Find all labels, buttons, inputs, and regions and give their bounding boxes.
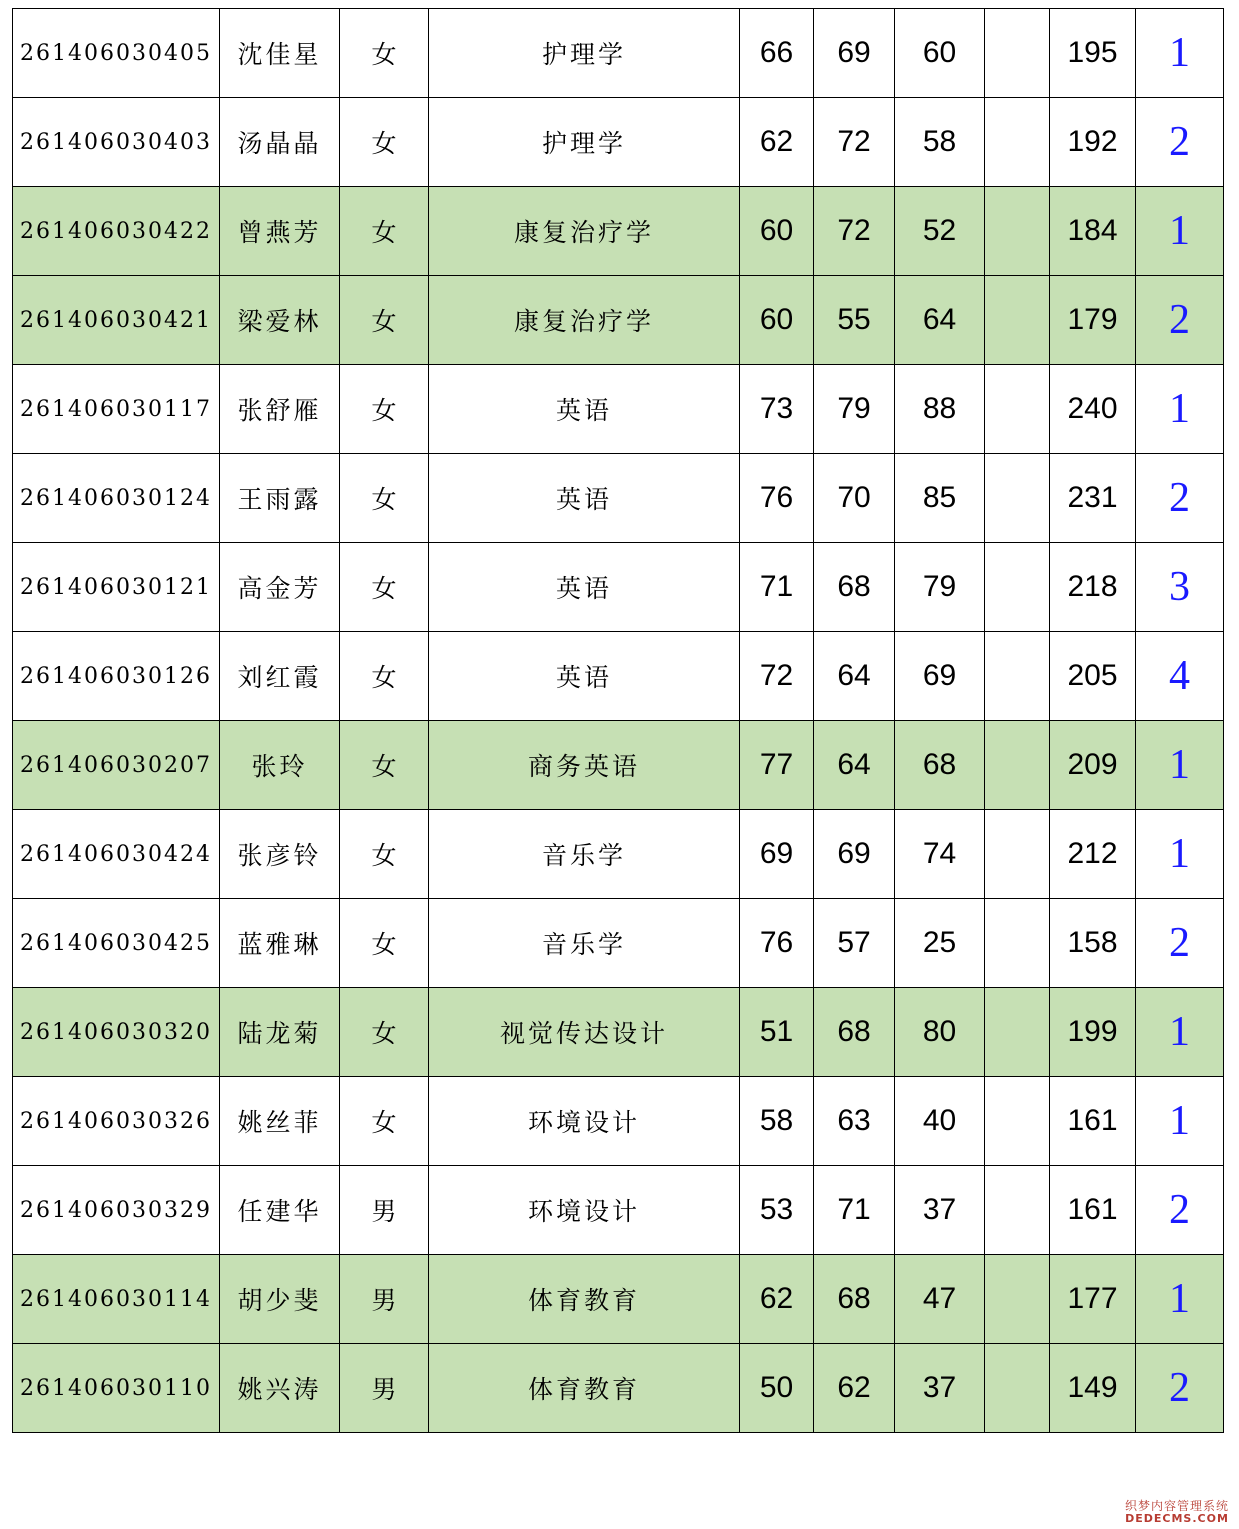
score-2-cell: 72 xyxy=(814,98,895,187)
score-4-cell xyxy=(985,988,1050,1077)
table-row xyxy=(13,187,1224,276)
student-name-cell: 陆龙菊 xyxy=(220,988,340,1077)
rank-cell: 2 xyxy=(1136,98,1224,187)
watermark-logo xyxy=(1121,1500,1233,1525)
total-score-cell: 192 xyxy=(1050,98,1136,187)
score-1-cell: 66 xyxy=(740,9,814,98)
table-row xyxy=(13,1344,1224,1433)
score-1-cell: 60 xyxy=(740,276,814,365)
score-1-cell: 76 xyxy=(740,454,814,543)
rank-cell: 3 xyxy=(1136,543,1224,632)
score-2-cell: 57 xyxy=(814,899,895,988)
exam-id-cell: 261406030207 xyxy=(13,721,220,810)
score-4-cell xyxy=(985,1077,1050,1166)
total-score-cell: 195 xyxy=(1050,9,1136,98)
student-name-cell: 沈佳星 xyxy=(220,9,340,98)
student-name-cell: 高金芳 xyxy=(220,543,340,632)
score-1-cell: 60 xyxy=(740,187,814,276)
total-score-cell: 184 xyxy=(1050,187,1136,276)
score-2-cell: 55 xyxy=(814,276,895,365)
exam-id-cell: 261406030405 xyxy=(13,9,220,98)
score-2-cell: 64 xyxy=(814,632,895,721)
score-1-cell: 69 xyxy=(740,810,814,899)
score-1-cell: 71 xyxy=(740,543,814,632)
exam-id-cell: 261406030126 xyxy=(13,632,220,721)
gender-cell: 女 xyxy=(340,365,429,454)
score-3-cell: 40 xyxy=(895,1077,985,1166)
table-row xyxy=(13,1255,1224,1344)
score-3-cell: 68 xyxy=(895,721,985,810)
gender-cell: 女 xyxy=(340,454,429,543)
score-1-cell: 51 xyxy=(740,988,814,1077)
score-3-cell: 79 xyxy=(895,543,985,632)
rank-cell: 1 xyxy=(1136,187,1224,276)
major-cell: 康复治疗学 xyxy=(429,276,740,365)
score-2-cell: 62 xyxy=(814,1344,895,1433)
score-2-cell: 71 xyxy=(814,1166,895,1255)
table-row xyxy=(13,988,1224,1077)
total-score-cell: 231 xyxy=(1050,454,1136,543)
total-score-cell: 161 xyxy=(1050,1077,1136,1166)
score-4-cell xyxy=(985,276,1050,365)
major-cell: 英语 xyxy=(429,454,740,543)
total-score-cell: 177 xyxy=(1050,1255,1136,1344)
gender-cell: 男 xyxy=(340,1255,429,1344)
gender-cell: 女 xyxy=(340,899,429,988)
score-1-cell: 73 xyxy=(740,365,814,454)
gender-cell: 女 xyxy=(340,632,429,721)
exam-id-cell: 261406030114 xyxy=(13,1255,220,1344)
score-3-cell: 69 xyxy=(895,632,985,721)
table-row xyxy=(13,365,1224,454)
score-3-cell: 80 xyxy=(895,988,985,1077)
table-row xyxy=(13,899,1224,988)
major-cell: 视觉传达设计 xyxy=(429,988,740,1077)
major-cell: 护理学 xyxy=(429,9,740,98)
score-2-cell: 69 xyxy=(814,9,895,98)
score-1-cell: 50 xyxy=(740,1344,814,1433)
gender-cell: 女 xyxy=(340,187,429,276)
student-name-cell: 姚兴涛 xyxy=(220,1344,340,1433)
score-3-cell: 47 xyxy=(895,1255,985,1344)
total-score-cell: 149 xyxy=(1050,1344,1136,1433)
exam-id-cell: 261406030425 xyxy=(13,899,220,988)
exam-id-cell: 261406030326 xyxy=(13,1077,220,1166)
score-3-cell: 74 xyxy=(895,810,985,899)
student-name-cell: 姚丝菲 xyxy=(220,1077,340,1166)
table-row xyxy=(13,1077,1224,1166)
table-row xyxy=(13,543,1224,632)
student-name-cell: 蓝雅琳 xyxy=(220,899,340,988)
total-score-cell: 158 xyxy=(1050,899,1136,988)
gender-cell: 女 xyxy=(340,988,429,1077)
exam-id-cell: 261406030329 xyxy=(13,1166,220,1255)
rank-cell: 1 xyxy=(1136,365,1224,454)
score-1-cell: 58 xyxy=(740,1077,814,1166)
watermark-line-2: DEDECMS.COM xyxy=(1125,1511,1229,1525)
rank-cell: 1 xyxy=(1136,810,1224,899)
gender-cell: 男 xyxy=(340,1344,429,1433)
table-row xyxy=(13,98,1224,187)
score-4-cell xyxy=(985,98,1050,187)
exam-id-cell: 261406030117 xyxy=(13,365,220,454)
table-row xyxy=(13,810,1224,899)
score-table xyxy=(12,8,1224,1433)
total-score-cell: 240 xyxy=(1050,365,1136,454)
total-score-cell: 179 xyxy=(1050,276,1136,365)
score-3-cell: 37 xyxy=(895,1344,985,1433)
score-1-cell: 76 xyxy=(740,899,814,988)
rank-cell: 1 xyxy=(1136,988,1224,1077)
score-3-cell: 64 xyxy=(895,276,985,365)
table-row xyxy=(13,276,1224,365)
score-3-cell: 60 xyxy=(895,9,985,98)
score-2-cell: 68 xyxy=(814,988,895,1077)
gender-cell: 女 xyxy=(340,98,429,187)
score-3-cell: 25 xyxy=(895,899,985,988)
score-1-cell: 62 xyxy=(740,1255,814,1344)
rank-cell: 2 xyxy=(1136,276,1224,365)
rank-cell: 1 xyxy=(1136,1077,1224,1166)
gender-cell: 女 xyxy=(340,9,429,98)
major-cell: 康复治疗学 xyxy=(429,187,740,276)
score-1-cell: 62 xyxy=(740,98,814,187)
major-cell: 音乐学 xyxy=(429,810,740,899)
exam-id-cell: 261406030124 xyxy=(13,454,220,543)
major-cell: 商务英语 xyxy=(429,721,740,810)
student-name-cell: 张彦铃 xyxy=(220,810,340,899)
student-name-cell: 梁爱林 xyxy=(220,276,340,365)
score-3-cell: 58 xyxy=(895,98,985,187)
gender-cell: 女 xyxy=(340,543,429,632)
score-4-cell xyxy=(985,810,1050,899)
score-3-cell: 85 xyxy=(895,454,985,543)
total-score-cell: 218 xyxy=(1050,543,1136,632)
major-cell: 环境设计 xyxy=(429,1077,740,1166)
score-4-cell xyxy=(985,1344,1050,1433)
rank-cell: 1 xyxy=(1136,9,1224,98)
rank-cell: 2 xyxy=(1136,1166,1224,1255)
rank-cell: 1 xyxy=(1136,1255,1224,1344)
score-1-cell: 53 xyxy=(740,1166,814,1255)
score-3-cell: 88 xyxy=(895,365,985,454)
table-row xyxy=(13,9,1224,98)
exam-id-cell: 261406030110 xyxy=(13,1344,220,1433)
table-body xyxy=(13,9,1224,1433)
score-4-cell xyxy=(985,899,1050,988)
score-2-cell: 69 xyxy=(814,810,895,899)
score-4-cell xyxy=(985,721,1050,810)
score-1-cell: 72 xyxy=(740,632,814,721)
score-2-cell: 68 xyxy=(814,1255,895,1344)
score-4-cell xyxy=(985,9,1050,98)
score-4-cell xyxy=(985,632,1050,721)
student-name-cell: 汤晶晶 xyxy=(220,98,340,187)
major-cell: 体育教育 xyxy=(429,1255,740,1344)
major-cell: 体育教育 xyxy=(429,1344,740,1433)
score-4-cell xyxy=(985,543,1050,632)
student-name-cell: 胡少斐 xyxy=(220,1255,340,1344)
gender-cell: 女 xyxy=(340,276,429,365)
score-2-cell: 72 xyxy=(814,187,895,276)
score-4-cell xyxy=(985,187,1050,276)
student-name-cell: 张玲 xyxy=(220,721,340,810)
exam-id-cell: 261406030403 xyxy=(13,98,220,187)
total-score-cell: 205 xyxy=(1050,632,1136,721)
total-score-cell: 199 xyxy=(1050,988,1136,1077)
rank-cell: 2 xyxy=(1136,1344,1224,1433)
exam-id-cell: 261406030121 xyxy=(13,543,220,632)
score-4-cell xyxy=(985,454,1050,543)
exam-id-cell: 261406030424 xyxy=(13,810,220,899)
score-2-cell: 70 xyxy=(814,454,895,543)
score-2-cell: 79 xyxy=(814,365,895,454)
score-3-cell: 37 xyxy=(895,1166,985,1255)
score-4-cell xyxy=(985,1255,1050,1344)
gender-cell: 男 xyxy=(340,1166,429,1255)
major-cell: 英语 xyxy=(429,543,740,632)
exam-id-cell: 261406030421 xyxy=(13,276,220,365)
table-row xyxy=(13,632,1224,721)
rank-cell: 2 xyxy=(1136,454,1224,543)
student-name-cell: 任建华 xyxy=(220,1166,340,1255)
major-cell: 英语 xyxy=(429,365,740,454)
exam-id-cell: 261406030422 xyxy=(13,187,220,276)
major-cell: 护理学 xyxy=(429,98,740,187)
rank-cell: 1 xyxy=(1136,721,1224,810)
student-name-cell: 刘红霞 xyxy=(220,632,340,721)
student-name-cell: 张舒雁 xyxy=(220,365,340,454)
student-name-cell: 曾燕芳 xyxy=(220,187,340,276)
score-1-cell: 77 xyxy=(740,721,814,810)
score-3-cell: 52 xyxy=(895,187,985,276)
score-4-cell xyxy=(985,1166,1050,1255)
major-cell: 英语 xyxy=(429,632,740,721)
exam-id-cell: 261406030320 xyxy=(13,988,220,1077)
score-2-cell: 63 xyxy=(814,1077,895,1166)
major-cell: 音乐学 xyxy=(429,899,740,988)
gender-cell: 女 xyxy=(340,810,429,899)
student-name-cell: 王雨露 xyxy=(220,454,340,543)
table-row xyxy=(13,721,1224,810)
rank-cell: 2 xyxy=(1136,899,1224,988)
gender-cell: 女 xyxy=(340,1077,429,1166)
score-4-cell xyxy=(985,365,1050,454)
table-row xyxy=(13,454,1224,543)
score-2-cell: 64 xyxy=(814,721,895,810)
rank-cell: 4 xyxy=(1136,632,1224,721)
total-score-cell: 212 xyxy=(1050,810,1136,899)
major-cell: 环境设计 xyxy=(429,1166,740,1255)
total-score-cell: 209 xyxy=(1050,721,1136,810)
score-2-cell: 68 xyxy=(814,543,895,632)
gender-cell: 女 xyxy=(340,721,429,810)
total-score-cell: 161 xyxy=(1050,1166,1136,1255)
watermark-line-1: 织梦内容管理系统 xyxy=(1124,1498,1229,1513)
table-row xyxy=(13,1166,1224,1255)
